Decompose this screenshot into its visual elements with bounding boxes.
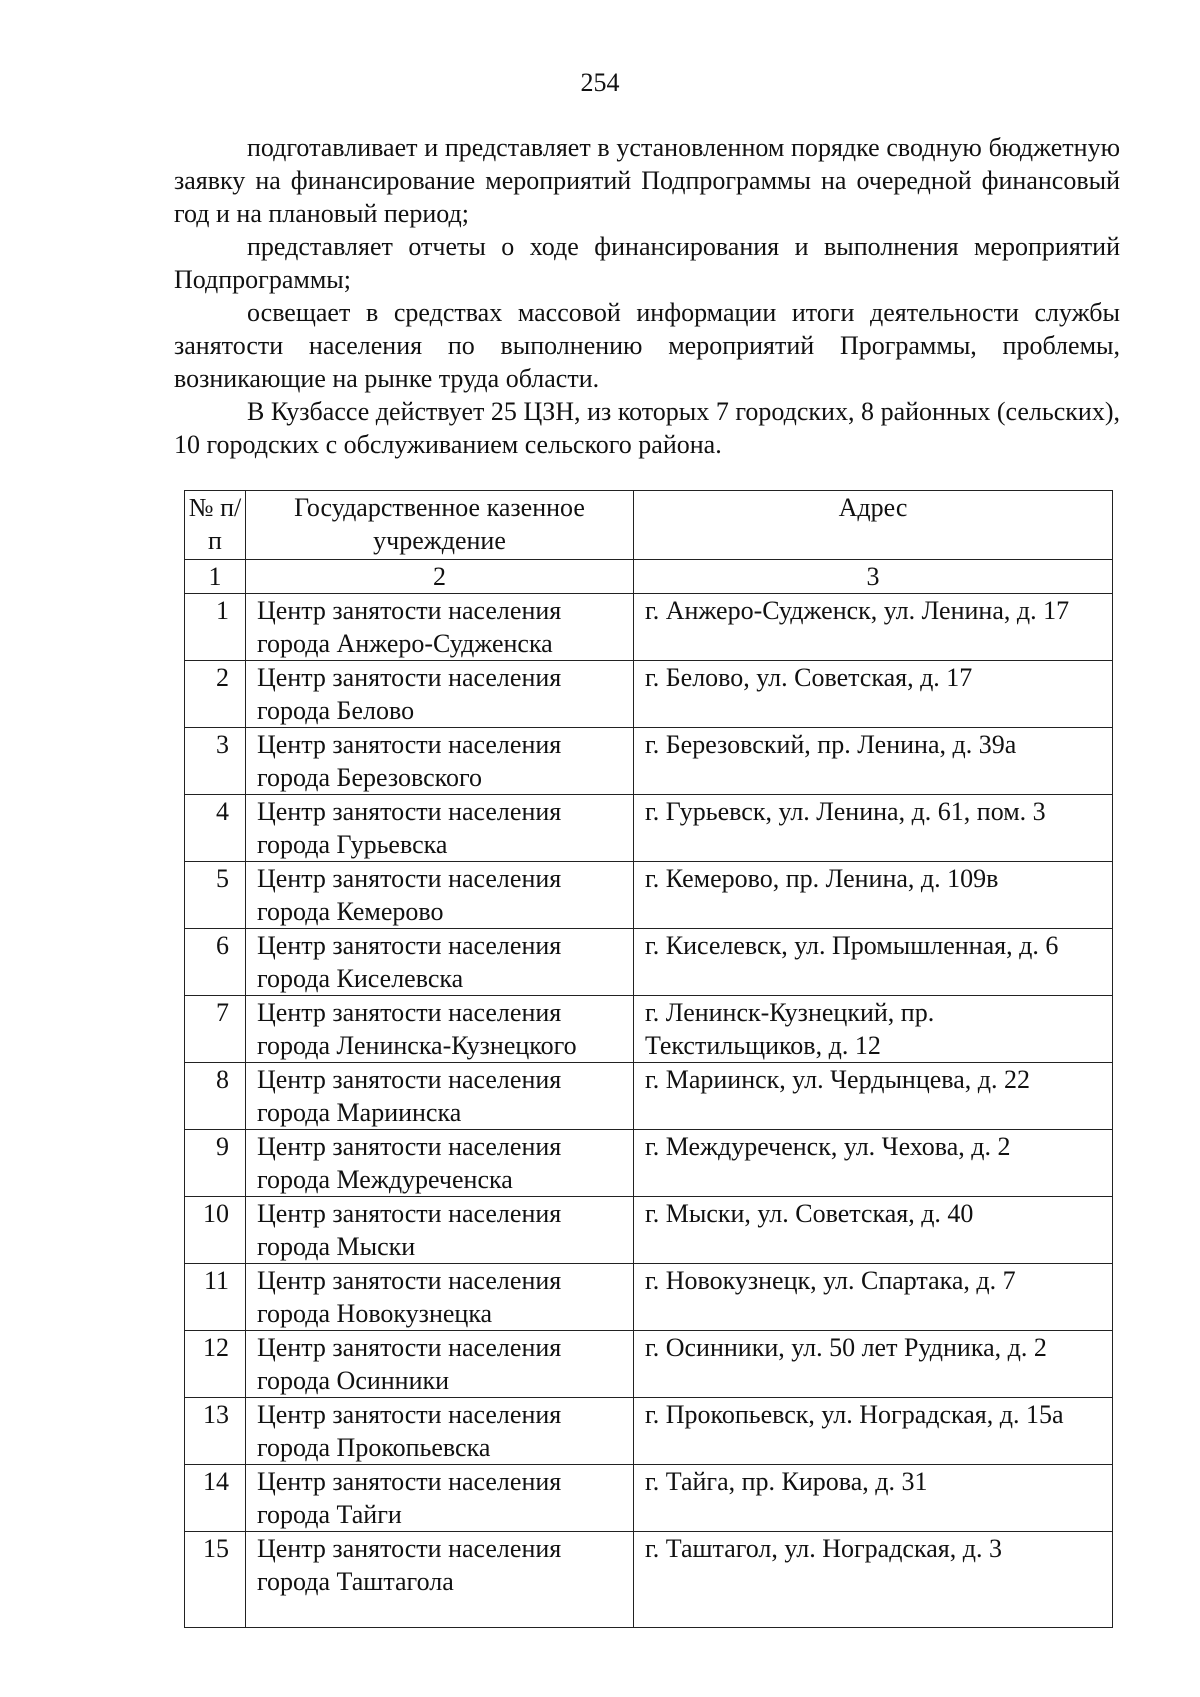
institution-name: Центр занятости населения города Новокузнецка bbox=[246, 1264, 634, 1331]
row-number: 11 bbox=[185, 1264, 246, 1331]
address: г. Тайга, пр. Кирова, д. 31 bbox=[634, 1465, 1113, 1532]
table-row bbox=[185, 1264, 1113, 1331]
table-body bbox=[185, 594, 1113, 1628]
employment-centers-table bbox=[184, 490, 1113, 1628]
row-number: 10 bbox=[185, 1197, 246, 1264]
row-number: 13 bbox=[185, 1398, 246, 1465]
column-number: 1 bbox=[185, 560, 246, 594]
paragraph: подготавливает и представляет в установленном порядке сводную бюджетную заявку на финансирование мероприятий Подпрограммы на очередной финансовый год и на плановый период; bbox=[174, 133, 1120, 228]
header-institution: Государственное казенное учреждение bbox=[246, 491, 634, 560]
address: г. Гурьевск, ул. Ленина, д. 61, пом. 3 bbox=[634, 795, 1113, 862]
column-number-row bbox=[185, 560, 1113, 594]
table-row bbox=[185, 1331, 1113, 1398]
table-row bbox=[185, 728, 1113, 795]
row-number: 14 bbox=[185, 1465, 246, 1532]
row-number: 15 bbox=[185, 1532, 246, 1628]
table-row bbox=[185, 1532, 1113, 1628]
address: г. Ленинск-Кузнецкий, пр. Текстильщиков, д. 12 bbox=[634, 996, 1113, 1063]
table-row bbox=[185, 594, 1113, 661]
column-number: 2 bbox=[246, 560, 634, 594]
address: г. Белово, ул. Советская, д. 17 bbox=[634, 661, 1113, 728]
institution-name: Центр занятости населения города Осинники bbox=[246, 1331, 634, 1398]
address: г. Березовский, пр. Ленина, д. 39а bbox=[634, 728, 1113, 795]
table-row bbox=[185, 661, 1113, 728]
institution-name: Центр занятости населения города Тайги bbox=[246, 1465, 634, 1532]
row-number: 1 bbox=[185, 594, 246, 661]
institution-name: Центр занятости населения города Гурьевска bbox=[246, 795, 634, 862]
address: г. Мариинск, ул. Чердынцева, д. 22 bbox=[634, 1063, 1113, 1130]
institution-name: Центр занятости населения города Анжеро-Судженска bbox=[246, 594, 634, 661]
table-row bbox=[185, 1465, 1113, 1532]
page-number: 254 bbox=[580, 68, 620, 97]
table-row bbox=[185, 1063, 1113, 1130]
institution-name: Центр занятости населения города Мыски bbox=[246, 1197, 634, 1264]
body-text bbox=[174, 131, 1120, 461]
table-row bbox=[185, 1398, 1113, 1465]
paragraph: представляет отчеты о ходе финансирования и выполнения мероприятий Подпрограммы; bbox=[174, 232, 1120, 294]
row-number: 7 bbox=[185, 996, 246, 1063]
institution-name: Центр занятости населения города Белово bbox=[246, 661, 634, 728]
institution-name: Центр занятости населения города Березовского bbox=[246, 728, 634, 795]
row-number: 3 bbox=[185, 728, 246, 795]
institution-name: Центр занятости населения города Киселевска bbox=[246, 929, 634, 996]
institution-name: Центр занятости населения города Прокопьевска bbox=[246, 1398, 634, 1465]
institution-name: Центр занятости населения города Мариинска bbox=[246, 1063, 634, 1130]
table-row bbox=[185, 795, 1113, 862]
table-row bbox=[185, 1130, 1113, 1197]
address: г. Анжеро-Судженск, ул. Ленина, д. 17 bbox=[634, 594, 1113, 661]
row-number: 6 bbox=[185, 929, 246, 996]
paragraph: В Кузбассе действует 25 ЦЗН, из которых 7 городских, 8 районных (сельских), 10 городских с обслуживанием сельского района. bbox=[174, 397, 1120, 459]
institution-name: Центр занятости населения города Междуреченска bbox=[246, 1130, 634, 1197]
table-row bbox=[185, 929, 1113, 996]
table-row bbox=[185, 1197, 1113, 1264]
address: г. Киселевск, ул. Промышленная, д. 6 bbox=[634, 929, 1113, 996]
row-number: 4 bbox=[185, 795, 246, 862]
paragraph: освещает в средствах массовой информации итоги деятельности службы занятости населения по выполнению мероприятий Программы, проблемы, возникающие на рынке труда области. bbox=[174, 298, 1120, 393]
header-address: Адрес bbox=[634, 491, 1113, 560]
column-number: 3 bbox=[634, 560, 1113, 594]
institution-name: Центр занятости населения города Таштагола bbox=[246, 1532, 634, 1628]
table-row bbox=[185, 862, 1113, 929]
row-number: 12 bbox=[185, 1331, 246, 1398]
institution-name: Центр занятости населения города Кемерово bbox=[246, 862, 634, 929]
address: г. Кемерово, пр. Ленина, д. 109в bbox=[634, 862, 1113, 929]
row-number: 8 bbox=[185, 1063, 246, 1130]
institution-name: Центр занятости населения города Ленинска-Кузнецкого bbox=[246, 996, 634, 1063]
row-number: 9 bbox=[185, 1130, 246, 1197]
address: г. Прокопьевск, ул. Ноградская, д. 15а bbox=[634, 1398, 1113, 1465]
address: г. Новокузнецк, ул. Спартака, д. 7 bbox=[634, 1264, 1113, 1331]
table-header-row bbox=[185, 491, 1113, 560]
row-number: 2 bbox=[185, 661, 246, 728]
address: г. Таштагол, ул. Ноградская, д. 3 bbox=[634, 1532, 1113, 1628]
address: г. Мыски, ул. Советская, д. 40 bbox=[634, 1197, 1113, 1264]
address: г. Междуреченск, ул. Чехова, д. 2 bbox=[634, 1130, 1113, 1197]
table-row bbox=[185, 996, 1113, 1063]
row-number: 5 bbox=[185, 862, 246, 929]
header-number: № п/п bbox=[185, 491, 246, 560]
address: г. Осинники, ул. 50 лет Рудника, д. 2 bbox=[634, 1331, 1113, 1398]
